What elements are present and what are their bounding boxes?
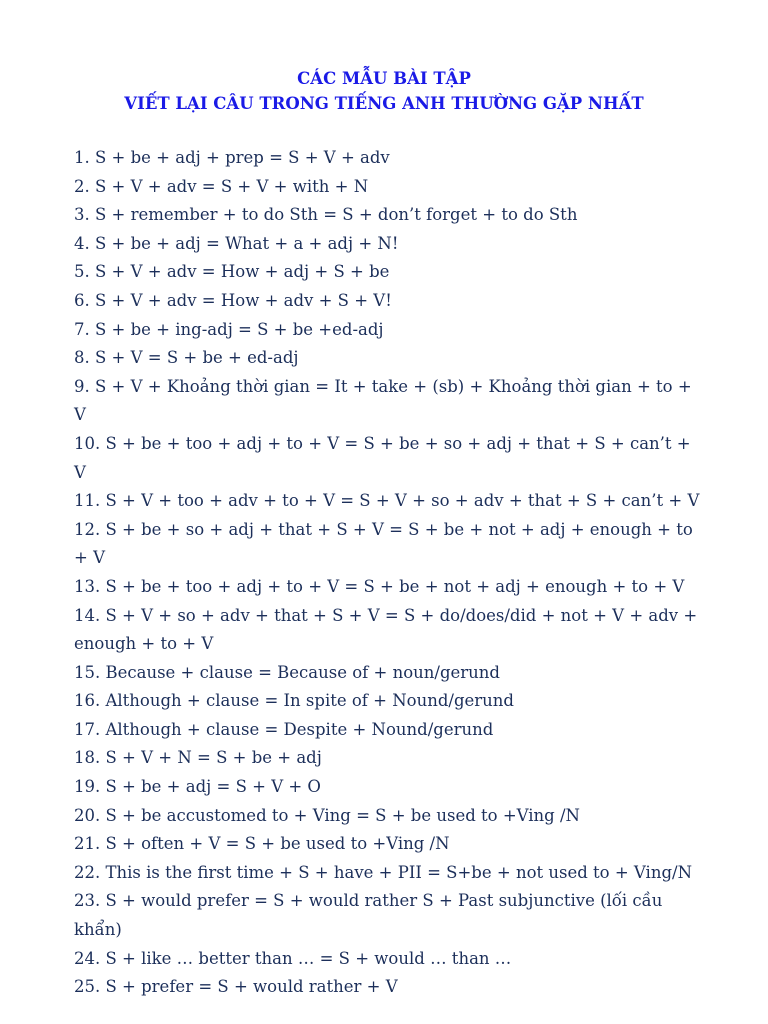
rule-item: 19. S + be + adj = S + V + O xyxy=(74,777,321,797)
rule-item: 18. S + V + N = S + be + adj xyxy=(74,748,322,768)
rule-item: 15. Because + clause = Because of + noun/gerund xyxy=(74,662,500,682)
rule-item: 1. S + be + adj + prep = S + V + adv xyxy=(74,148,390,167)
title-line-1: CÁC MẪU BÀI TẬP xyxy=(297,69,471,88)
rule-item: 7. S + be + ing-adj = S + be +ed-adj xyxy=(74,319,384,339)
rule-list xyxy=(74,144,700,1002)
rule-item: 3. S + remember + to do Sth = S + don’t forget + to do Sth xyxy=(74,205,578,225)
rule-item: 17. Although + clause = Despite + Nound/gerund xyxy=(74,719,494,739)
rule-item: 20. S + be accustomed to + Ving = S + be used to +Ving /N xyxy=(74,805,580,825)
rule-item: 25. S + prefer = S + would rather + V xyxy=(74,977,398,997)
rule-item: 23. S + would prefer = S + would rather S + Past subjunctive (lối cầu khẩn) xyxy=(74,891,663,940)
document-title xyxy=(0,66,768,116)
rule-item: 9. S + V + Khoảng thời gian = It + take + (sb) + Khoảng thời gian + to + V xyxy=(74,376,692,425)
rule-item: 12. S + be + so + adj + that + S + V = S + be + not + adj + enough + to + V xyxy=(74,519,693,568)
rule-item: 6. S + V + adv = How + adv + S + V! xyxy=(74,290,392,310)
rule-item: 10. S + be + too + adj + to + V = S + be + so + adj + that + S + can’t + V xyxy=(74,433,691,482)
rule-item: 4. S + be + adj = What + a + adj + N! xyxy=(74,233,399,253)
rule-item: 14. S + V + so + adv + that + S + V = S + do/does/did + not + V + adv + enough + to + V xyxy=(74,605,698,654)
title-line-2: VIẾT LẠI CÂU TRONG TIẾNG ANH THƯỜNG GẶP NHẤT xyxy=(124,94,644,113)
rule-item: 8. S + V = S + be + ed-adj xyxy=(74,348,299,368)
rule-item: 13. S + be + too + adj + to + V = S + be + not + adj + enough + to + V xyxy=(74,576,685,596)
rule-item: 5. S + V + adv = How + adj + S + be xyxy=(74,262,390,282)
rule-item: 22. This is the first time + S + have + PII = S+be + not used to + Ving/N xyxy=(74,862,693,882)
rule-item: 24. S + like … better than … = S + would … than … xyxy=(74,948,512,968)
rule-item: 11. S + V + too + adv + to + V = S + V + so + adv + that + S + can’t + V xyxy=(74,491,700,511)
rule-item: 21. S + often + V = S + be used to +Ving /N xyxy=(74,834,450,854)
rule-item: 16. Although + clause = In spite of + Nound/gerund xyxy=(74,691,514,711)
rule-item: 2. S + V + adv = S + V + with + N xyxy=(74,176,369,196)
